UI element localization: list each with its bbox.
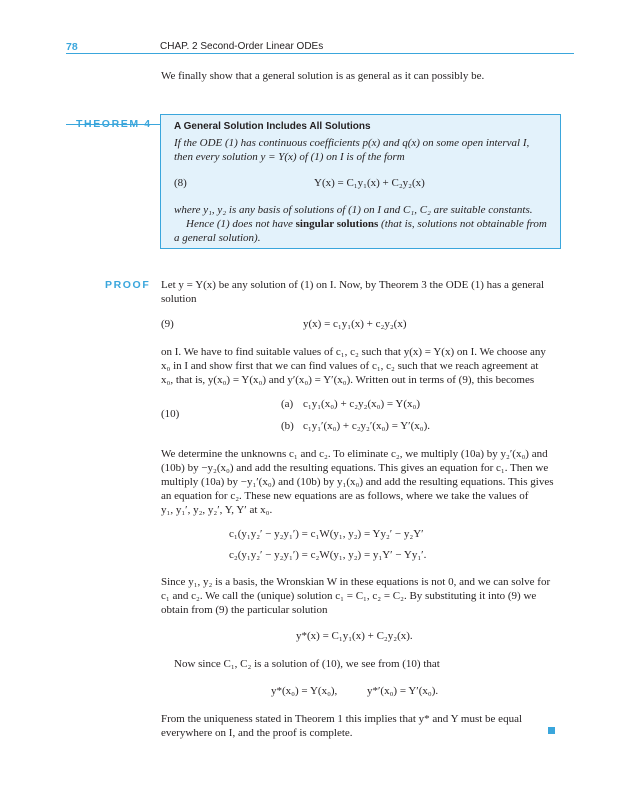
theorem-line-4 xyxy=(186,217,547,231)
equation-10a: c₁y₁(x₀) + c₂y₂(x₀) = Y(x₀) xyxy=(303,398,421,410)
theorem-line-4-post: (that is, solutions not obtainable from xyxy=(378,218,547,230)
header-rule xyxy=(66,53,574,54)
equation-10a-tag: (a) xyxy=(281,398,294,410)
proof-p2-line-2: x₀ in I and show first that we can find values of c₁, c₂ such that we reach agreement at xyxy=(161,360,539,372)
equation-9: y(x) = c₁y₁(x) + c₂y₂(x) xyxy=(303,318,407,330)
proof-p4-line-2: c₁ and c₂. We call the (unique) solution c₁ = C₁, c₂ = C₂. By substituting it into (9) we xyxy=(161,590,537,602)
equation-10b: c₁y₁′(x₀) + c₂y₂′(x₀) = Y′(x₀). xyxy=(303,420,430,432)
proof-p4-line-1: Since y₁, y₂ is a basis, the Wronskian W in these equations is not 0, and we can solve for xyxy=(161,576,551,588)
equation-c1: c₁(y₁y₂′ − y₂y₁′) = c₁W(y₁, y₂) = Yy₂′ − y₂Y′ xyxy=(229,528,424,540)
proof-p3-line-2: (10b) by −y₂(x₀) and add the resulting equations. This gives an equation for c₁. Then we xyxy=(161,462,549,474)
theorem-line-1: If the ODE (1) has continuous coefficients p(x) and q(x) on some open interval I, xyxy=(174,137,530,149)
equation-ystar: y*(x) = C₁y₁(x) + C₂y₂(x). xyxy=(296,630,413,642)
page-number: 78 xyxy=(66,41,78,53)
proof-p1-line-2: solution xyxy=(161,293,197,305)
theorem-line-3: where y₁, y₂ is any basis of solutions of (1) on I and C₁, C₂ are suitable constants. xyxy=(174,204,533,216)
proof-p5: Now since C₁, C₂ is a solution of (10), we see from (10) that xyxy=(174,658,440,670)
proof-p3-line-1: We determine the unknowns c₁ and c₂. To eliminate c₂, we multiply (10a) by y₂′(x₀) and xyxy=(161,448,548,460)
theorem-line-2: then every solution y = Y(x) of (1) on I is of the form xyxy=(174,151,405,163)
theorem-title: A General Solution Includes All Solutions xyxy=(174,121,371,132)
proof-label: PROOF xyxy=(105,279,151,291)
theorem-label: THEOREM 4 xyxy=(76,118,152,130)
equation-8: Y(x) = C₁y₁(x) + C₂y₂(x) xyxy=(314,177,425,189)
intro-paragraph: We finally show that a general solution is as general as it can possibly be. xyxy=(161,70,485,82)
running-head: CHAP. 2 Second-Order Linear ODEs xyxy=(160,41,324,52)
equation-final-1: y*(x₀) = Y(x₀), xyxy=(271,685,338,697)
proof-p3-line-5: y₁, y₁′, y₂, y₂′, Y, Y′ at x₀. xyxy=(161,504,273,516)
proof-p2-line-1: on I. We have to find suitable values of c₁, c₂ such that y(x) = Y(x) on I. We choose any xyxy=(161,346,546,358)
equation-9-number: (9) xyxy=(161,318,174,330)
singular-solutions-term: singular solutions xyxy=(295,218,379,230)
equation-c2: c₂(y₁y₂′ − y₂y₁′) = c₂W(y₁, y₂) = y₁Y′ − Yy₁′. xyxy=(229,549,427,561)
proof-p1-line-1: Let y = Y(x) be any solution of (1) on I. Now, by Theorem 3 the ODE (1) has a general xyxy=(161,279,545,291)
equation-10-number: (10) xyxy=(161,408,180,420)
theorem-line-5: a general solution). xyxy=(174,232,261,244)
end-of-proof-icon xyxy=(548,727,555,734)
equation-8-number: (8) xyxy=(174,177,187,189)
proof-p6-line-2: everywhere on I, and the proof is complete. xyxy=(161,727,353,739)
theorem-line-4-pre: Hence (1) does not have xyxy=(186,218,296,230)
proof-p3-line-4: an equation for c₂. These new equations are as follows, where we take the values of xyxy=(161,490,529,502)
proof-p2-line-3: x₀, that is, y(x₀) = Y(x₀) and y′(x₀) = Y′(x₀). Written out in terms of (9), this becomes xyxy=(161,374,535,386)
equation-final-2: y*′(x₀) = Y′(x₀). xyxy=(367,685,439,697)
proof-p3-line-3: multiply (10a) by −y₁′(x₀) and (10b) by y₁(x₀) and add the resulting equations. This gives xyxy=(161,476,554,488)
equation-10b-tag: (b) xyxy=(281,420,294,432)
proof-p4-line-3: obtain from (9) the particular solution xyxy=(161,604,328,616)
proof-p6-line-1: From the uniqueness stated in Theorem 1 this implies that y* and Y must be equal xyxy=(161,713,523,725)
